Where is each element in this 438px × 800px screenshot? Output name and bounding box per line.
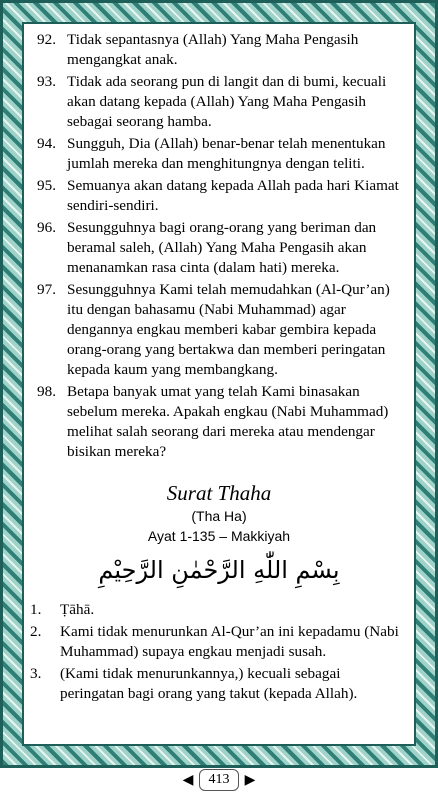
verse-number: 97. — [37, 281, 56, 298]
verse-text: Sesungguhnya Kami telah memudahkan (Al-Qur’an) itu dengan bahasamu (Nabi Muhammad) agar dengannya engkau memberi kabar gembira kepada orang-orang yang bertakwa dan memberi peringatan kepada kaum yang membangkang. — [67, 281, 390, 378]
verse-text: (Kami tidak menurunkannya,) kecuali sebagai peringatan bagi orang yang takut (kepada Allah). — [60, 665, 358, 702]
triangle-right-icon: ▶ — [244, 772, 256, 788]
verse-item — [30, 30, 408, 70]
verse-item — [30, 72, 408, 132]
surah-title: Surat Thaha — [166, 481, 272, 505]
verse-number: 95. — [37, 177, 56, 194]
verse-number: 98. — [37, 383, 56, 400]
verse-text: Sesungguhnya bagi orang-orang yang beriman dan beramal saleh, (Allah) Yang Maha Pengasih akan menanamkan rasa cinta (dalam hati) mereka. — [67, 219, 377, 276]
verse-item — [30, 280, 408, 380]
page-navigator — [181, 768, 257, 792]
verse-number: 94. — [37, 135, 56, 152]
previous-page-button[interactable] — [181, 769, 195, 791]
verse-text: Kami tidak menurunkan Al-Qur’an ini kepadamu (Nabi Muhammad) supaya engkau menjadi susah. — [60, 623, 399, 660]
verse-text: Ṭāhā. — [60, 601, 95, 618]
triangle-left-icon: ◀ — [182, 772, 194, 788]
verse-text: Betapa banyak umat yang telah Kami binasakan sebelum mereka. Apakah engkau (Nabi Muhammad) melihat salah seorang dari mereka atau mendengar bisikan mereka? — [67, 383, 389, 460]
verse-number: 3. — [30, 665, 42, 682]
verse-text: Tidak ada seorang pun di langit dan di bumi, kecuali akan datang kepada (Allah) Yang Maha Pengasih sebagai seorang hamba. — [67, 73, 387, 130]
verse-item — [30, 600, 408, 620]
verse-item — [30, 218, 408, 278]
surah-header — [30, 480, 408, 546]
surah-info: Ayat 1-135 – Makkiyah — [147, 528, 291, 544]
surah-subtitle: (Tha Ha) — [191, 508, 247, 524]
verse-number: 1. — [30, 601, 42, 618]
verse-text: Sungguh, Dia (Allah) benar-benar telah menentukan jumlah mereka dan menghitungnya dengan teliti. — [67, 135, 386, 172]
verse-item — [30, 134, 408, 174]
page-number: 413 — [199, 769, 239, 791]
verse-text: Semuanya akan datang kepada Allah pada hari Kiamat sendiri-sendiri. — [67, 177, 399, 214]
verse-item — [30, 382, 408, 462]
verse-text: Tidak sepantasnya (Allah) Yang Maha Pengasih mengangkat anak. — [67, 31, 359, 68]
next-page-button[interactable] — [243, 769, 257, 791]
basmala: بِسْمِ اللّٰهِ الرَّحْمٰنِ الرَّحِيْمِ — [98, 556, 340, 584]
verse-item — [30, 622, 408, 662]
page-content — [30, 30, 408, 740]
verse-item — [30, 664, 408, 704]
verse-number: 96. — [37, 219, 56, 236]
previous-surah-verses — [30, 30, 408, 462]
verse-number: 92. — [37, 31, 56, 48]
new-surah-verses — [30, 600, 408, 704]
verse-number: 2. — [30, 623, 42, 640]
verse-number: 93. — [37, 73, 56, 90]
verse-item — [30, 176, 408, 216]
